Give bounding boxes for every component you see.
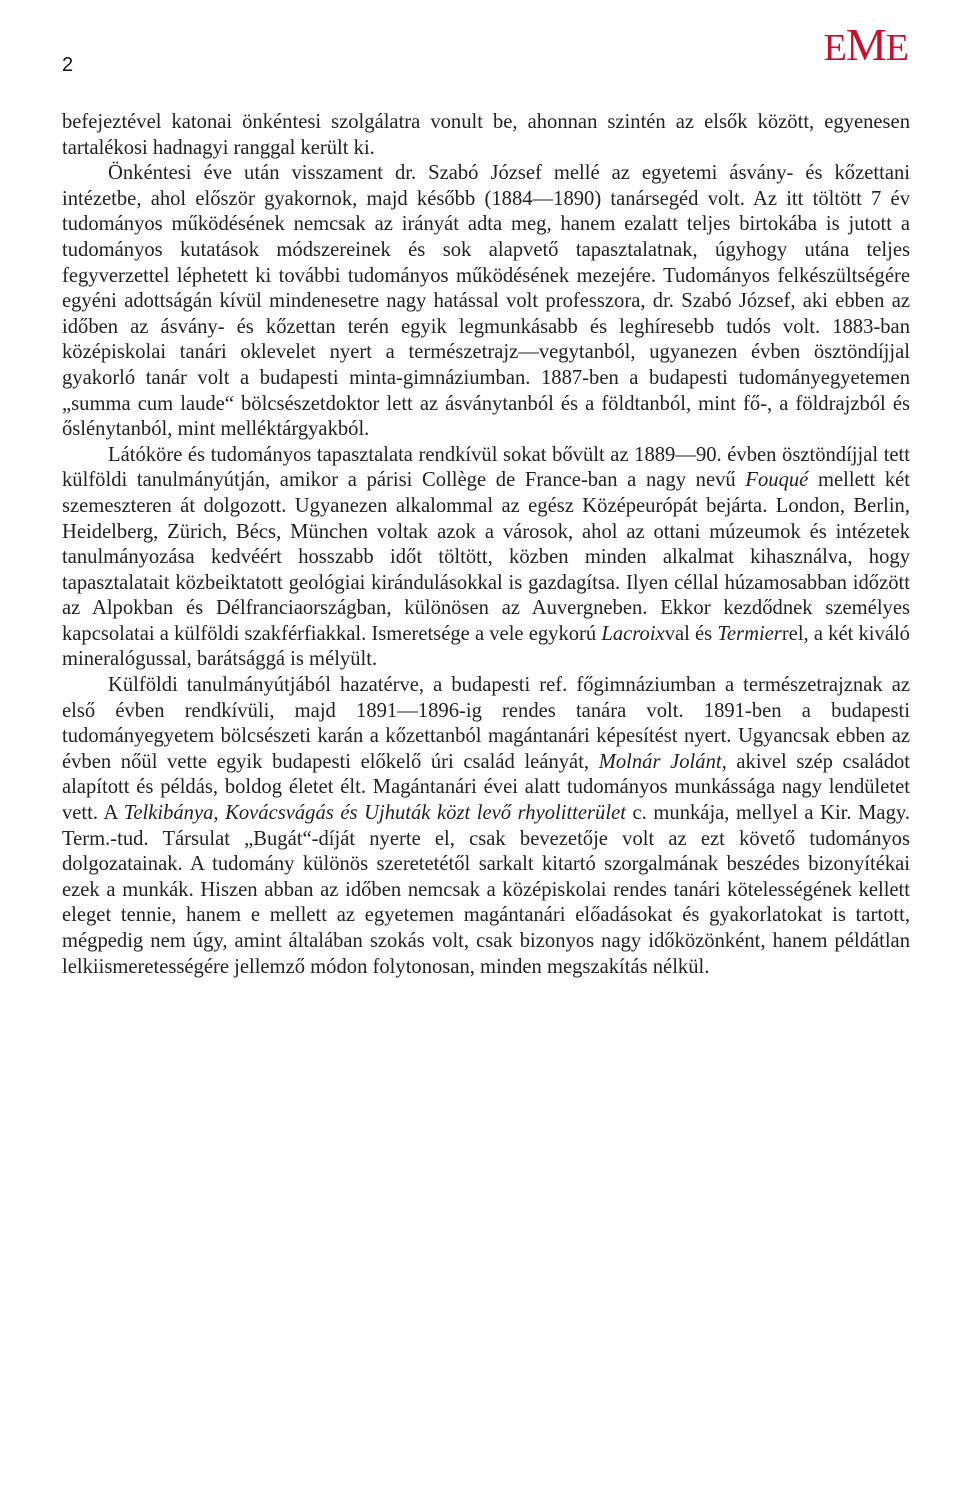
- publisher-logo: EME: [823, 19, 908, 70]
- italic-text: Lacroix: [601, 622, 665, 645]
- italic-text: Molnár Jolánt,: [598, 750, 727, 773]
- paragraph: [62, 161, 910, 443]
- paragraph: [62, 443, 910, 673]
- paragraph: [62, 110, 910, 161]
- italic-text: Telkibánya, Kovácsvágás és Ujhuták közt levő rhyolitterület: [123, 802, 626, 825]
- text-segment: c. munkája, mellyel a Kir. Magy. Term.-tud. Társulat „Bugát“-díját nyerte el, csak bevezetője volt az ezt követő tudományos dolgozatainak. A tudomány különös szeretetétől sarkalt kitartó szorgalmának beszédes bizonyítékai ezek a munkák. Hiszen abban az időben nemcsak a középiskolai rendes tanári kötelességének kellett eleget tennie, hanem e mellett az egyetemen magántanári előadásokat és gyakorlatokat is tartott, mégpedig nem úgy, amint általában szokás volt, csak bizonyos nagy időközönként, hanem példátlan lelkiismeretességére jellemző módon folytonosan, minden megszakítás nélkül.: [62, 802, 910, 978]
- text-segment: Látóköre és tudományos tapasztalata rendkívül sokat bővült az 1889—90. évben ösztöndíjjal tett külföldi tanulmányútján, amikor a párisi Collège de France-ban a nagy nevű: [62, 443, 910, 492]
- italic-text: Termier: [717, 622, 782, 645]
- page-number: 2: [62, 54, 74, 76]
- text-segment: Önkéntesi éve után visszament dr. Szabó József mellé az egyetemi ásvány- és kőzettani intézetbe, ahol először gyakornok, majd később (1884—1890) tanársegéd volt. Az itt töltött 7 év tudományos működésének nemcsak az irányát adta meg, hanem ezalatt teljes birtokába is jutott a tudományos kutatások módszereinek és sok alapvető tapasztalatnak, úgyhogy utána teljes fegyverzettel léphetett ki további tudományos működésének mezejére. Tudományos felkészültségére egyéni adottságán kívül mindenesetre nagy hatással volt professzora, dr. Szabó József, aki ebben az időben az ásvány- és kőzettan terén egyik legmunkásabb és leghíresebb tudós volt. 1883-ban középiskolai tanári oklevelet nyert a természetrajz—vegytanból, ugyanezen évben ösztöndíjjal gyakorló tanár volt a budapesti minta-gimnáziumban. 1887-ben a budapesti tudományegyetemen „summa cum laude“ bölcsészetdoktor lett az ásványtanból és a földtanból, mint fő-, a földrajzból és őslénytanból, mint melléktárgyakból.: [62, 162, 910, 441]
- paragraph: [62, 673, 910, 980]
- text-segment: mellett két szemeszteren át dolgozott. Ugyanezen alkalommal az egész Középeurópát bejárta. London, Berlin, Heidelberg, Zürich, Bécs, München voltak azok a városok, ahol az ottani múzeumok és intézetek tanulmányozása kedvéért hosszabb időt töltött, közben minden alkalmat kihasználva, hogy tapasztalatait közbeiktatott geológiai kirándulásokkal is gazdagítsa. Ilyen céllal húzamosabban időzött az Alpokban és Délfranciaországban, különösen az Auvergneben. Ekkor kezdődnek személyes kapcsolatai a külföldi szakférfiakkal. Ismeretsége a vele egykorú: [62, 469, 910, 645]
- text-segment: akivel szép családot alapított és példás, boldog életet élt. Magántanári évei alatt tudományos munkássága nagy lendületet vett. A: [62, 750, 911, 825]
- text-segment: val és: [664, 622, 718, 645]
- text-segment: Külföldi tanulmányútjából hazatérve, a budapesti ref. főgimnáziumban a természetrajznak az első évben rendkívüli, majd 1891—1896-ig rendes tanára volt. 1891-ben a budapesti tudományegyetem bölcsészeti karán a kőzettanból magántanári képesítést nyert. Ugyancsak ebben az évben nőül vette egyik budapesti előkelő úri család leányát,: [62, 674, 910, 773]
- text-segment: rel, a két kiváló mineralógussal, barátsággá is mélyült.: [62, 622, 910, 671]
- body-text: [62, 110, 910, 980]
- text-segment: befejeztével katonai önkéntesi szolgálatra vonult be, ahonnan szintén az elsők között, egyenesen tartalékosi hadnagyi ranggal került ki.: [62, 111, 910, 159]
- italic-text: Fouqué: [745, 469, 809, 492]
